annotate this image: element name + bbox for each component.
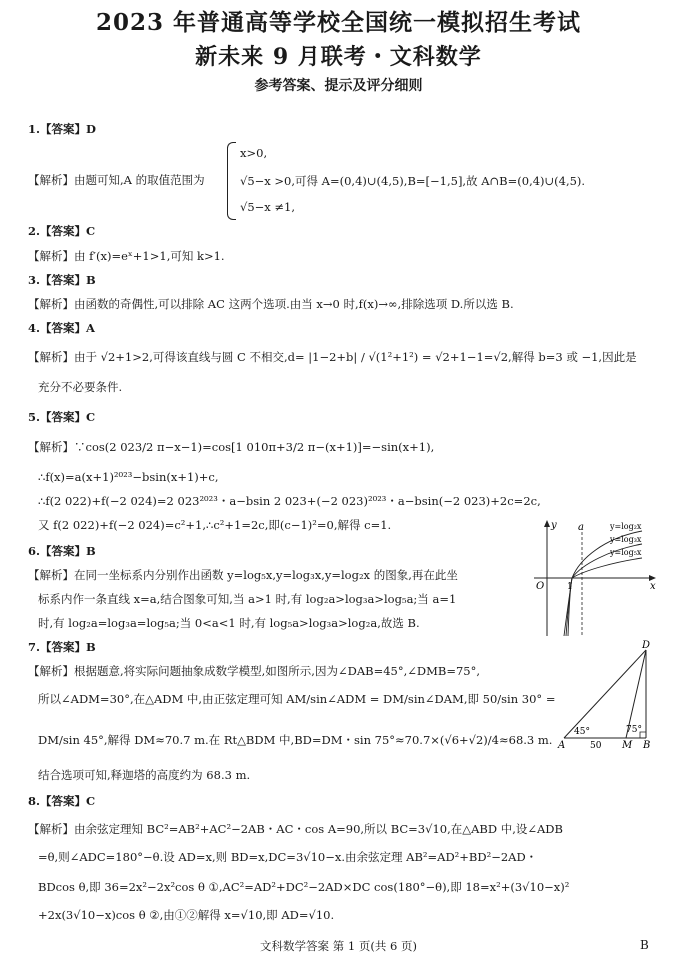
q7-line-1: 【解析】根据题意,将实际问题抽象成数学模型,如图所示,因为∠DAB=45°,∠DMB=75°, (28, 664, 481, 678)
q4-answer: 4.【答案】A (28, 321, 95, 335)
answer-heading: 参考答案、提示及评分细则 (254, 78, 423, 94)
graph-origin: O (536, 581, 545, 592)
length-am: 50 (590, 741, 602, 751)
q4-line-2: 充分不必要条件. (38, 380, 123, 394)
curve-log3 (566, 544, 642, 636)
q5-line-2: ∴f(x)=a(x+1)²⁰²³−bsin(x+1)+c, (38, 470, 219, 484)
angle-75: 75° (626, 725, 642, 735)
vertex-a: A (558, 740, 566, 751)
q5-line-4: 又 f(2 022)+f(−2 024)=c²+1,∴c²+1=2c,即(c−1)²=0,解得 c=1. (38, 518, 392, 532)
q8-line-3: BDcos θ,即 36=2x²−2x²cos θ ①,AC²=AD²+DC²−2AD×DC cos(180°−θ),即 18=x²+(3√10−x)² (38, 880, 570, 894)
q2-line-1: 【解析】由 f′(x)=eˣ+1>1,可知 k>1. (28, 249, 225, 263)
q1-case-3: √5−x ≠1, (240, 200, 296, 214)
q6-answer: 6.【答案】B (28, 544, 96, 558)
vertex-m: M (622, 740, 633, 751)
label-log3: y=log₃x (610, 535, 642, 544)
q8-line-1: 【解析】由余弦定理知 BC²=AB²+AC²−2AB・AC・cos A=90,所以 BC=3√10,在△ABD 中,设∠ADB (28, 822, 563, 836)
q6-line-2: 标系内作一条直线 x=a,结合图象可知,当 a>1 时,有 log₂a>log₃a>log₅a;当 a=1 (38, 592, 457, 606)
label-log5: y=log₅x (610, 548, 642, 557)
q5-line-1: 【解析】∵cos(2 023/2 π−x−1)=cos[1 010π+3/2 π−(x+1)]=−sin(x+1), (28, 440, 435, 454)
q1-brace (227, 142, 236, 220)
q6-line-3: 时,有 log₂a=log₃a=log₅a;当 0<a<1 时,有 log₅a>log₃a>log₂a,故选 B. (38, 616, 420, 630)
q7-line-2: 所以∠ADM=30°,在△ADM 中,由正弦定理可知 AM/sin∠ADM = DM/sin∠DAM,即 50/sin 30° = (38, 692, 556, 706)
q4-line-1: 【解析】由于 √2+1>2,可得该直线与圆 C 不相交,d= |1−2+b| / √(1²+1²) = √2+1−1=√2,解得 b=3 或 −1,因此是 (28, 350, 637, 364)
q8-line-4: +2x(3√10−x)cos θ ②,由①②解得 x=√10,即 AD=√10. (38, 908, 335, 922)
angle-45: 45° (574, 727, 590, 737)
q7-answer: 7.【答案】B (28, 640, 96, 654)
q1-lead: 【解析】由题可知,A 的取值范围为 (28, 173, 205, 187)
exam-subtitle: 新未来 9 月联考・文科数学 (195, 44, 482, 70)
q5-answer: 5.【答案】C (28, 410, 96, 424)
vertex-b: B (643, 740, 651, 751)
q6-line-1: 【解析】在同一坐标系内分别作出函数 y=log₅x,y=log₃x,y=log₂x 的图象,再在此坐 (28, 568, 458, 582)
q5-line-3: ∴f(2 022)+f(−2 024)=2 023²⁰²³・a−bsin 2 023+(−2 023)²⁰²³・a−bsin(−2 023)+2c=2c, (38, 494, 541, 508)
graph-one-label: 1 (567, 582, 573, 592)
q3-answer: 3.【答案】B (28, 273, 96, 287)
exam-title: 2023 年普通高等学校全国统一模拟招生考试 (95, 9, 582, 36)
q8-answer: 8.【答案】C (28, 794, 96, 808)
q2-answer: 2.【答案】C (28, 224, 96, 238)
curve-log5 (564, 558, 642, 636)
graph-x-label: x (650, 581, 656, 592)
tower-figure (556, 640, 660, 752)
page-footer: 文科数学答案 第 1 页(共 6 页) (260, 939, 417, 953)
graph-y-label: y (551, 520, 557, 531)
y-arrow (544, 520, 550, 527)
vertex-d: D (642, 640, 651, 651)
q7-line-4: 结合选项可知,释迦塔的高度约为 68.3 m. (38, 768, 251, 782)
graph-a-label: a (578, 522, 584, 533)
q8-line-2: =θ,则∠ADC=180°−θ.设 AD=x,则 BD=x,DC=3√10−x.由余弦定理 AB²=AD²+BD²−2AD・ (38, 850, 538, 864)
label-log2: y=log₂x (610, 522, 642, 531)
q1-case-1: x>0, (240, 146, 268, 160)
log-graph-figure (530, 518, 660, 640)
q1-case-2: √5−x >0,可得 A=(0,4)∪(4,5),B=[−1,5],故 A∩B=(0,4)∪(4,5). (240, 174, 586, 188)
version-mark: B (640, 938, 649, 952)
q3-line-1: 【解析】由函数的奇偶性,可以排除 AC 这两个选项.由当 x→0 时,f(x)→∞,排除选项 D.所以选 B. (28, 297, 514, 311)
q1-answer: 1.【答案】D (28, 122, 96, 136)
q7-line-3: DM/sin 45°,解得 DM≈70.7 m.在 Rt△BDM 中,BD=DM・sin 75°≈70.7×(√6+√2)/4≈68.3 m. (38, 733, 553, 747)
